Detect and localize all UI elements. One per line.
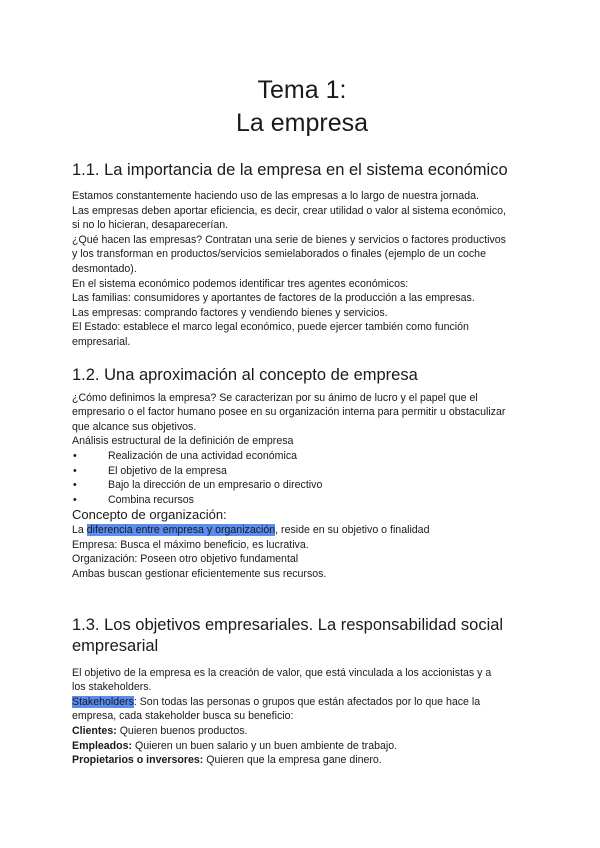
s3-paragraph: empresa, cada stakeholder busca su beneficio:: [72, 710, 294, 723]
list-item: • Bajo la dirección de un empresario o directivo: [73, 479, 323, 492]
organization-subheading: Concepto de organización:: [72, 507, 227, 523]
title-line-2: La empresa: [235, 109, 369, 137]
s1-paragraph: ¿Qué hacen las empresas? Contratan una serie de bienes y servicios o factores productivos: [72, 233, 506, 246]
s2-paragraph: ¿Cómo definimos la empresa? Se caracterizan por su ánimo de lucro y el papel que el: [72, 391, 478, 404]
document-title: [72, 74, 532, 140]
s2-concept-line: Organización: Poseen otro objetivo fundamental: [72, 553, 299, 566]
s3-paragraph: los stakeholders.: [72, 681, 152, 694]
bullet-icon: •: [73, 493, 77, 506]
title-line-1: Tema 1:: [257, 76, 347, 104]
s1-paragraph: y los transforman en productos/servicios semielaborados o finales (ejemplo de un coche: [72, 248, 486, 261]
s1-paragraph: desmontado).: [72, 262, 137, 275]
section-3-heading: 1.3. Los objetivos empresariales. La responsabilidad social empresarial: [72, 615, 504, 655]
stakeholder-empleados: Empleados: Quieren un buen salario y un buen ambiente de trabajo.: [72, 739, 398, 752]
s1-paragraph: El Estado: establece el marco legal económico, puede ejercer también como función: [72, 321, 469, 334]
section-1-heading: 1.1. La importancia de la empresa en el sistema económico: [72, 161, 508, 179]
list-item: • Combina recursos: [73, 493, 194, 506]
stakeholder-propietarios: Propietarios o inversores: Quieren que la empresa gane dinero.: [72, 754, 382, 767]
bullet-icon: •: [73, 449, 77, 462]
definition-bullet-list: [72, 449, 532, 507]
section-2-heading: 1.2. Una aproximación al concepto de empresa: [72, 365, 418, 384]
highlighted-text[interactable]: Stakeholders: [72, 695, 134, 708]
s2-concept-line: La diferencia entre empresa y organización, reside en su objetivo o finalidad: [72, 524, 430, 537]
s2-concept-line: Ambas buscan gestionar eficientemente sus recursos.: [72, 568, 327, 581]
s2-paragraph: Análisis estructural de la definición de empresa: [72, 435, 294, 448]
s1-paragraph: Las familias: consumidores y aportantes de factores de la producción a las empresas.: [72, 292, 475, 305]
s1-paragraph: Las empresas: comprando factores y vendiendo bienes y servicios.: [72, 306, 388, 319]
s1-paragraph: Las empresas deben aportar eficiencia, es decir, crear utilidad o valor al sistema económico,: [72, 204, 506, 217]
s3-paragraph: El objetivo de la empresa es la creación de valor, que está vinculada a los accionistas y a: [72, 666, 492, 679]
s2-paragraph: empresario o el factor humano posee en su organización interna para permitir u obstaculizar: [72, 406, 506, 419]
document-page: [72, 74, 532, 768]
s1-paragraph: si no lo hicieran, desaparecerían.: [72, 219, 229, 232]
s1-paragraph: Estamos constantemente haciendo uso de las empresas a lo largo de nuestra jornada.: [72, 190, 479, 202]
list-item: • Realización de una actividad económica: [73, 449, 298, 462]
s2-paragraph: que alcance sus objetivos.: [72, 420, 197, 433]
s2-concept-line: Empresa: Busca el máximo beneficio, es lucrativa.: [72, 538, 309, 551]
section-2-body: [72, 391, 532, 582]
highlighted-text[interactable]: diferencia entre empresa y organización: [86, 524, 276, 537]
stakeholder-clientes: Clientes: Quieren buenos productos.: [72, 725, 248, 738]
bullet-icon: •: [73, 479, 77, 492]
s1-paragraph: empresarial.: [72, 335, 131, 348]
section-1-body: [72, 189, 532, 350]
s1-paragraph: En el sistema económico podemos identificar tres agentes económicos:: [72, 277, 409, 290]
section-3-body: [72, 666, 532, 768]
bullet-icon: •: [73, 464, 77, 477]
list-item: • El objetivo de la empresa: [73, 464, 227, 477]
s3-paragraph: Stakeholders: Son todas las personas o grupos que están afectados por lo que hace la: [72, 695, 481, 708]
